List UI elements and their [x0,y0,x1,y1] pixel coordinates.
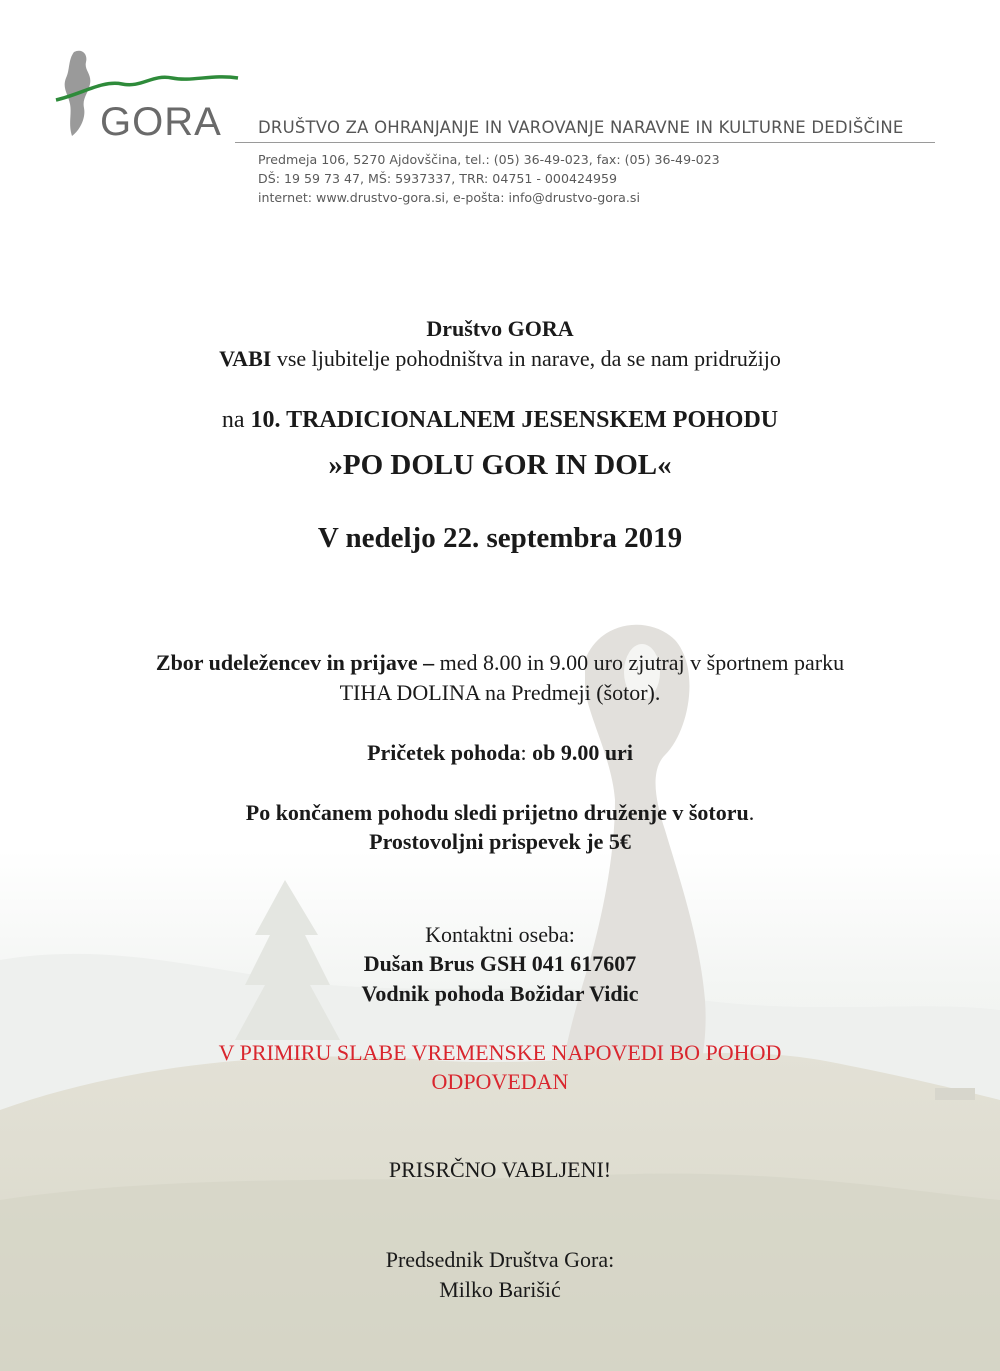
invite-text: vse ljubitelje pohodništva in narave, da se nam pridružijo [271,346,781,371]
signature-title: Predsednik Društva Gora: [385,1247,615,1272]
gathering-label: Zbor udeležencev in prijave – [155,650,435,675]
start-time: ob 9.00 uri [532,740,633,765]
start-colon: : [520,740,533,765]
address-block [258,150,720,207]
guide-name: Vodnik pohoda Božidar Vidic [361,981,639,1006]
start-line [0,740,1000,766]
address-line: Predmeja 106, 5270 Ajdovščina, tel.: (05) 36-49-023, fax: (05) 36-49-023 [258,152,720,167]
event-title: 10. TRADICIONALNEM JESENSKEM POHODU [250,407,779,433]
gathering-text: med 8.00 in 9.00 uro zjutraj v športnem parku [434,650,845,675]
after-line [0,800,1000,826]
header-divider [235,142,935,143]
welcome-line: PRISRČNO VABLJENI! [388,1157,612,1182]
signature-name: Milko Barišić [439,1277,561,1302]
invite-line [0,346,1000,372]
event-line [0,407,1000,434]
weather-warning-line-2: ODPOVEDAN [431,1069,569,1094]
host-line [0,316,1000,342]
weather-warning-line-1: V PRIMIRU SLABE VREMENSKE NAPOVEDI BO POHOD [218,1040,782,1065]
contact-person-line [0,951,1000,977]
organization-name: DRUŠTVO ZA OHRANJANJE IN VAROVANJE NARAVNE IN KULTURNE DEDIŠČINE [258,118,904,137]
tax-ids-line: DŠ: 19 59 73 47, MŠ: 5937337, TRR: 04751 - 000424959 [258,171,618,186]
gathering-place: TIHA DOLINA na Predmeji (šotor). [339,680,661,705]
guide-line [0,981,1000,1007]
logo-text: GORA [100,100,222,144]
contact-person: Dušan Brus GSH 041 617607 [363,951,637,976]
gathering-place-line [0,680,1000,706]
event-date: V nedeljo 22. septembra 2019 [317,522,683,554]
event-name-line [0,449,1000,482]
start-label: Pričetek pohoda [367,740,521,765]
event-name: »PO DOLU GOR IN DOL« [328,449,672,481]
contact-label: Kontaktni oseba: [425,922,575,947]
contact-label-line [0,922,1000,948]
web-email-line: internet: www.drustvo-gora.si, e-pošta: info@drustvo-gora.si [258,190,640,205]
event-prefix: na [221,407,251,433]
invite-verb: VABI [219,346,272,371]
contribution-line [0,829,1000,855]
after-text: Po končanem pohodu sledi prijetno druženje v šotoru [245,800,749,825]
gathering-line [0,650,1000,676]
date-line [0,522,1000,555]
contribution-text: Prostovoljni prispevek je 5€ [369,829,631,854]
after-dot: . [748,800,755,825]
host-name: Društvo GORA [426,316,574,341]
